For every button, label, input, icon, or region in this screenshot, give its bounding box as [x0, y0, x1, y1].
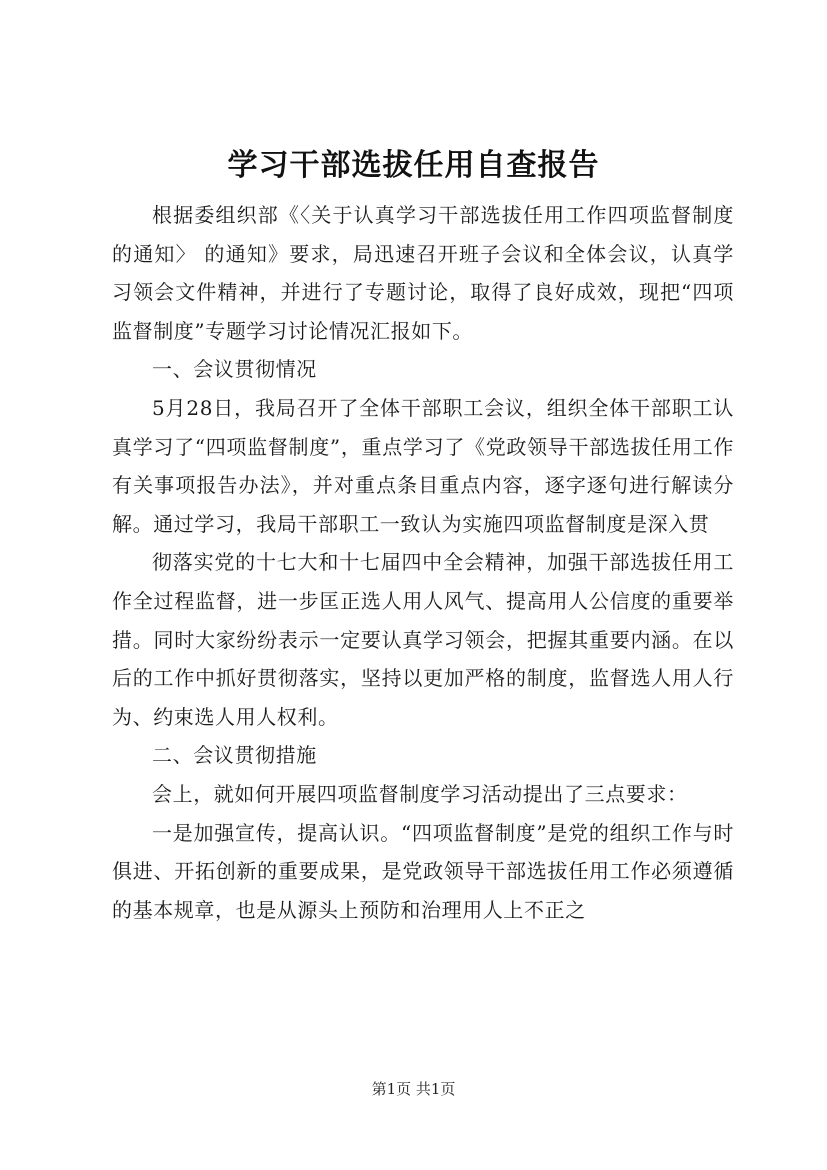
paragraph-intro: 根据委组织部《〈关于认真学习干部选拔任用工作四项监督制度的通知〉 的通知》要求，局迅速召开班子会议和全体会议，认真学习领会文件精神，并进行了专题讨论，取得了良好成效，现把“四项监督制度”专题学习讨论情况汇报如下。	[112, 203, 734, 343]
paragraph-point-one: 一是加强宣传，提高认识。“四项监督制度”是党的组织工作与时俱进、开拓创新的重要成果，是党政领导干部选拔任用工作必须遵循的基本规章，也是从源头上预防和治理用人上不正之	[112, 820, 734, 922]
section-heading-1: 一、会议贯彻情况	[152, 357, 317, 382]
paragraph-implementation: 彻落实党的十七大和十七届四中全会精神，加强干部选拔任用工作全过程监督，进一步匡正选人用人风气、提高用人公信度的重要举措。同时大家纷纷表示一定要认真学习领会，把握其重要内涵。在以后的工作中抓好贯彻落实，坚持以更加严格的制度，监督选人用人行为、约束选人用人权利。	[112, 550, 734, 729]
paragraph-meeting: 5月28日，我局召开了全体干部职工会议，组织全体干部职工认真学习了“四项监督制度”，重点学习了《党政领导干部选拔任用工作有关事项报告办法》，并对重点条目重点内容，逐字逐句进行解读分解。通过学习，我局干部职工一致认为实施四项监督制度是深入贯	[112, 395, 734, 536]
page-footer: 第1页 共1页	[371, 1080, 456, 1098]
document-title: 学习干部选拔任用自查报告	[227, 148, 600, 183]
document-body	[112, 196, 734, 929]
paragraph-requirements: 会上，就如何开展四项监督制度学习活动提出了三点要求：	[152, 781, 688, 806]
section-heading-2: 二、会议贯彻措施	[152, 743, 317, 768]
